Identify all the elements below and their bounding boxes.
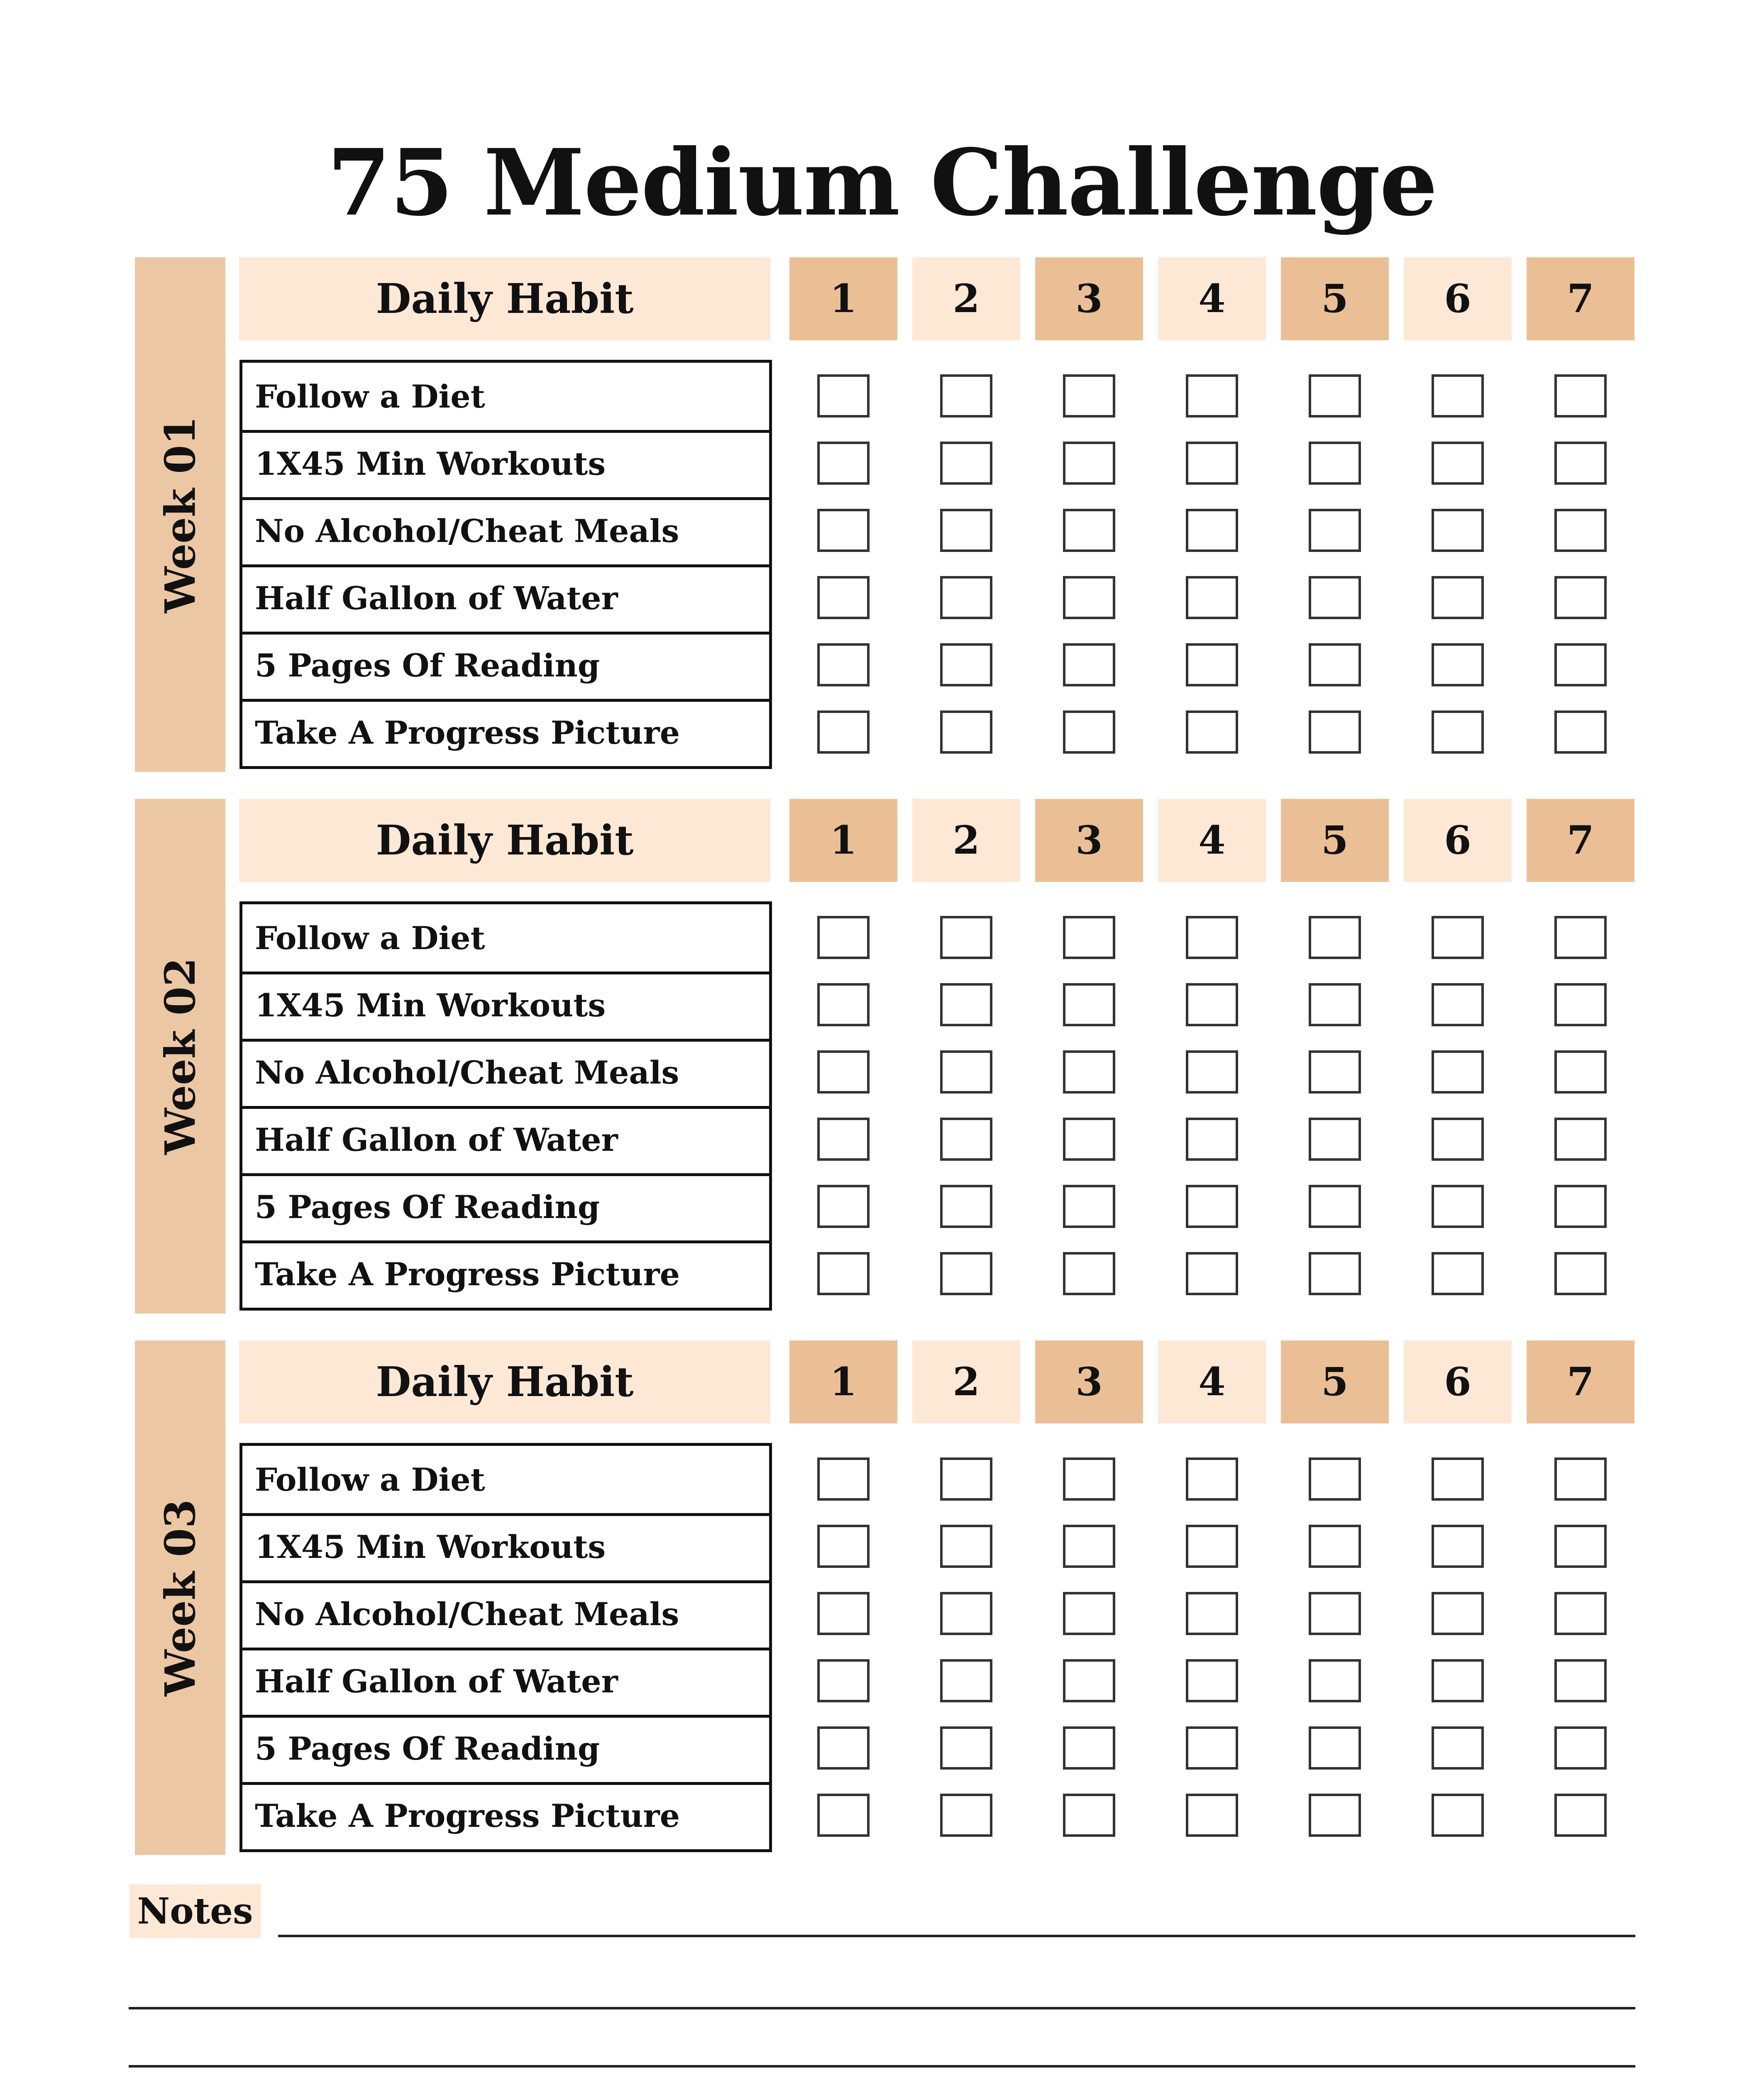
habit-row-label (239, 360, 772, 433)
habit-checkbox[interactable] (1432, 1592, 1484, 1635)
page-title: 75 Medium Challenge (327, 129, 1437, 236)
habit-checkbox[interactable] (1554, 1592, 1607, 1635)
habit-checkbox[interactable] (1063, 916, 1115, 959)
habit-checkbox[interactable] (1063, 1525, 1115, 1568)
habit-checkbox[interactable] (1063, 1659, 1115, 1702)
habit-checkbox[interactable] (1186, 1118, 1238, 1161)
habit-checkbox[interactable] (1186, 1592, 1238, 1635)
habit-checkbox[interactable] (1063, 1726, 1115, 1770)
day-header: 3 (1035, 1340, 1143, 1423)
habit-checkbox[interactable] (1554, 1726, 1607, 1770)
habit-row-label (239, 1715, 772, 1785)
habit-checkbox[interactable] (940, 983, 992, 1026)
habit-checkbox[interactable] (940, 1118, 992, 1161)
habit-checkbox[interactable] (1309, 1050, 1361, 1094)
habit-checkbox[interactable] (1309, 374, 1361, 417)
habit-checkbox[interactable] (1063, 1592, 1115, 1635)
week-block (0, 1340, 1764, 1855)
habit-name: Half Gallon of Water (255, 1121, 618, 1158)
habit-checkbox[interactable] (1063, 983, 1115, 1026)
habit-checkbox[interactable] (1186, 916, 1238, 959)
notes-line[interactable] (129, 2065, 1635, 2068)
day-header: 6 (1404, 257, 1512, 340)
habit-checkbox[interactable] (1432, 710, 1484, 754)
habit-checkbox[interactable] (1186, 576, 1238, 619)
habit-checkbox[interactable] (1554, 916, 1607, 959)
day-header: 2 (912, 799, 1020, 882)
notes-line[interactable] (278, 1935, 1635, 1937)
week-block (0, 257, 1764, 772)
habit-checkbox[interactable] (817, 710, 870, 754)
habit-checkbox[interactable] (1309, 1592, 1361, 1635)
habit-checkbox[interactable] (1063, 374, 1115, 417)
habit-row-label (239, 1443, 772, 1516)
habit-checkbox[interactable] (1063, 509, 1115, 552)
habit-row-label (239, 699, 772, 769)
habit-checkbox[interactable] (940, 916, 992, 959)
habit-checkbox[interactable] (1554, 983, 1607, 1026)
habit-checkbox[interactable] (1432, 983, 1484, 1026)
habit-row-label (239, 1513, 772, 1583)
habit-checkbox[interactable] (1186, 1659, 1238, 1702)
habit-checkbox[interactable] (817, 1118, 870, 1161)
habit-checkbox[interactable] (817, 509, 870, 552)
habit-name: Take A Progress Picture (255, 1797, 680, 1834)
habit-checkbox[interactable] (1432, 643, 1484, 686)
habit-name: Take A Progress Picture (255, 1255, 680, 1293)
habit-checkbox[interactable] (1432, 1525, 1484, 1568)
habit-name: No Alcohol/Cheat Meals (255, 1054, 679, 1091)
habit-checkbox[interactable] (1432, 442, 1484, 485)
habit-checkbox[interactable] (817, 442, 870, 485)
habit-checkbox[interactable] (817, 1050, 870, 1094)
habit-row-label (239, 1648, 772, 1718)
habit-row-label (239, 632, 772, 702)
habit-checkbox[interactable] (1554, 1185, 1607, 1228)
habit-checkbox[interactable] (817, 1659, 870, 1702)
habit-checkbox[interactable] (1309, 1726, 1361, 1770)
habit-row-label (239, 1782, 772, 1852)
day-header: 1 (789, 257, 897, 340)
habit-name: 1X45 Min Workouts (255, 445, 606, 482)
day-header: 1 (789, 799, 897, 882)
week-label: Week 03 (156, 1499, 205, 1697)
day-header: 4 (1158, 257, 1266, 340)
habit-name: Follow a Diet (255, 1461, 485, 1498)
habit-checkbox[interactable] (1432, 1050, 1484, 1094)
habit-name: Take A Progress Picture (255, 714, 680, 751)
habit-checkbox[interactable] (940, 509, 992, 552)
habit-checkbox[interactable] (1186, 442, 1238, 485)
habit-checkbox[interactable] (940, 1794, 992, 1837)
week-block (0, 799, 1764, 1313)
habit-name: 5 Pages Of Reading (255, 1188, 600, 1225)
habit-name: Half Gallon of Water (255, 1662, 618, 1700)
day-header: 6 (1404, 799, 1512, 882)
habit-checkbox[interactable] (1063, 442, 1115, 485)
habit-checkbox[interactable] (817, 374, 870, 417)
habit-checkbox[interactable] (1432, 509, 1484, 552)
habit-checkbox[interactable] (1309, 1252, 1361, 1295)
daily-habit-header: Daily Habit (239, 257, 770, 340)
habit-checkbox[interactable] (1309, 1794, 1361, 1837)
day-header: 5 (1281, 1340, 1389, 1423)
day-header: 7 (1527, 1340, 1635, 1423)
habit-checkbox[interactable] (1186, 1252, 1238, 1295)
habit-checkbox[interactable] (1309, 710, 1361, 754)
habit-checkbox[interactable] (1554, 1659, 1607, 1702)
habit-checkbox[interactable] (1554, 1457, 1607, 1501)
habit-checkbox[interactable] (1063, 643, 1115, 686)
habit-checkbox[interactable] (817, 1525, 870, 1568)
habit-checkbox[interactable] (1554, 509, 1607, 552)
habit-name: No Alcohol/Cheat Meals (255, 1595, 679, 1633)
habit-checkbox[interactable] (940, 1659, 992, 1702)
habit-checkbox[interactable] (1554, 1252, 1607, 1295)
habit-checkbox[interactable] (1063, 1118, 1115, 1161)
habit-checkbox[interactable] (1554, 1525, 1607, 1568)
habit-row-label (239, 1039, 772, 1109)
habit-checkbox[interactable] (1432, 1252, 1484, 1295)
day-header: 5 (1281, 257, 1389, 340)
notes-label: Notes (129, 1884, 261, 1938)
habit-checkbox[interactable] (1309, 643, 1361, 686)
notes-line[interactable] (129, 2007, 1635, 2009)
habit-checkbox[interactable] (1309, 509, 1361, 552)
habit-checkbox[interactable] (1432, 916, 1484, 959)
habit-checkbox[interactable] (817, 1794, 870, 1837)
habit-checkbox[interactable] (817, 1592, 870, 1635)
week-label: Week 01 (156, 416, 205, 613)
habit-name: 5 Pages Of Reading (255, 1730, 600, 1767)
habit-row-label (239, 972, 772, 1042)
day-header: 3 (1035, 257, 1143, 340)
habit-checkbox[interactable] (1063, 1050, 1115, 1094)
habit-row-label (239, 1580, 772, 1650)
habit-row-label (239, 1240, 772, 1311)
day-header: 4 (1158, 799, 1266, 882)
habit-checkbox[interactable] (940, 1592, 992, 1635)
habit-name: 5 Pages Of Reading (255, 647, 600, 684)
habit-checkbox[interactable] (1554, 643, 1607, 686)
habit-checkbox[interactable] (817, 1726, 870, 1770)
day-header: 7 (1527, 257, 1635, 340)
day-header: 2 (912, 257, 1020, 340)
habit-checkbox[interactable] (1186, 1457, 1238, 1501)
habit-checkbox[interactable] (1309, 576, 1361, 619)
day-header: 1 (789, 1340, 897, 1423)
day-header: 2 (912, 1340, 1020, 1423)
habit-name: Follow a Diet (255, 919, 485, 957)
habit-checkbox[interactable] (1554, 374, 1607, 417)
habit-checkbox[interactable] (1309, 1525, 1361, 1568)
habit-checkbox[interactable] (1309, 1457, 1361, 1501)
habit-checkbox[interactable] (1554, 576, 1607, 619)
habit-checkbox[interactable] (1063, 710, 1115, 754)
habit-checkbox[interactable] (1554, 442, 1607, 485)
habit-checkbox[interactable] (817, 576, 870, 619)
habit-checkbox[interactable] (1309, 1185, 1361, 1228)
habit-checkbox[interactable] (1186, 1525, 1238, 1568)
habit-checkbox[interactable] (817, 1457, 870, 1501)
habit-row-label (239, 497, 772, 567)
habit-checkbox[interactable] (940, 442, 992, 485)
habit-row-label (239, 901, 772, 974)
habit-checkbox[interactable] (1309, 442, 1361, 485)
habit-row-label (239, 1106, 772, 1176)
habit-checkbox[interactable] (817, 983, 870, 1026)
habit-checkbox[interactable] (940, 710, 992, 754)
habit-checkbox[interactable] (1554, 1050, 1607, 1094)
habit-name: No Alcohol/Cheat Meals (255, 512, 679, 549)
habit-checkbox[interactable] (1432, 1659, 1484, 1702)
habit-checkbox[interactable] (1186, 509, 1238, 552)
habit-checkbox[interactable] (1186, 643, 1238, 686)
habit-checkbox[interactable] (1309, 916, 1361, 959)
day-header: 7 (1527, 799, 1635, 882)
habit-checkbox[interactable] (1186, 1050, 1238, 1094)
habit-checkbox[interactable] (1186, 1185, 1238, 1228)
habit-row-label (239, 430, 772, 500)
habit-checkbox[interactable] (1432, 1185, 1484, 1228)
habit-checkbox[interactable] (1432, 1726, 1484, 1770)
habit-checkbox[interactable] (940, 1185, 992, 1228)
habit-checkbox[interactable] (1432, 576, 1484, 619)
habit-name: 1X45 Min Workouts (255, 986, 606, 1024)
habit-checkbox[interactable] (1554, 1118, 1607, 1161)
day-header: 5 (1281, 799, 1389, 882)
habit-checkbox[interactable] (940, 643, 992, 686)
habit-checkbox[interactable] (1186, 374, 1238, 417)
habit-checkbox[interactable] (940, 1525, 992, 1568)
habit-checkbox[interactable] (1063, 1457, 1115, 1501)
habit-checkbox[interactable] (1063, 576, 1115, 619)
habit-checkbox[interactable] (1186, 1726, 1238, 1770)
habit-checkbox[interactable] (1432, 1457, 1484, 1501)
day-header: 3 (1035, 799, 1143, 882)
habit-checkbox[interactable] (1432, 374, 1484, 417)
habit-checkbox[interactable] (817, 916, 870, 959)
habit-checkbox[interactable] (1432, 1794, 1484, 1837)
habit-checkbox[interactable] (817, 643, 870, 686)
habit-row-label (239, 564, 772, 635)
habit-checkbox[interactable] (1309, 983, 1361, 1026)
habit-checkbox[interactable] (1186, 1794, 1238, 1837)
habit-checkbox[interactable] (1063, 1252, 1115, 1295)
habit-checkbox[interactable] (940, 1726, 992, 1770)
habit-name: Follow a Diet (255, 378, 485, 415)
habit-checkbox[interactable] (940, 1050, 992, 1094)
habit-checkbox[interactable] (1309, 1659, 1361, 1702)
habit-checkbox[interactable] (1554, 710, 1607, 754)
habit-checkbox[interactable] (1432, 1118, 1484, 1161)
day-header: 4 (1158, 1340, 1266, 1423)
habit-checkbox[interactable] (1186, 983, 1238, 1026)
habit-row-label (239, 1173, 772, 1243)
habit-checkbox[interactable] (940, 1457, 992, 1501)
habit-name: Half Gallon of Water (255, 579, 618, 617)
habit-checkbox[interactable] (940, 374, 992, 417)
habit-checkbox[interactable] (940, 576, 992, 619)
habit-checkbox[interactable] (817, 1185, 870, 1228)
habit-checkbox[interactable] (817, 1252, 870, 1295)
habit-checkbox[interactable] (940, 1252, 992, 1295)
day-header: 6 (1404, 1340, 1512, 1423)
daily-habit-header: Daily Habit (239, 1340, 770, 1423)
habit-checkbox[interactable] (1063, 1185, 1115, 1228)
habit-checkbox[interactable] (1309, 1118, 1361, 1161)
habit-checkbox[interactable] (1554, 1794, 1607, 1837)
habit-checkbox[interactable] (1063, 1794, 1115, 1837)
habit-checkbox[interactable] (1186, 710, 1238, 754)
week-label: Week 02 (156, 957, 205, 1155)
habit-name: 1X45 Min Workouts (255, 1528, 606, 1565)
daily-habit-header: Daily Habit (239, 799, 770, 882)
